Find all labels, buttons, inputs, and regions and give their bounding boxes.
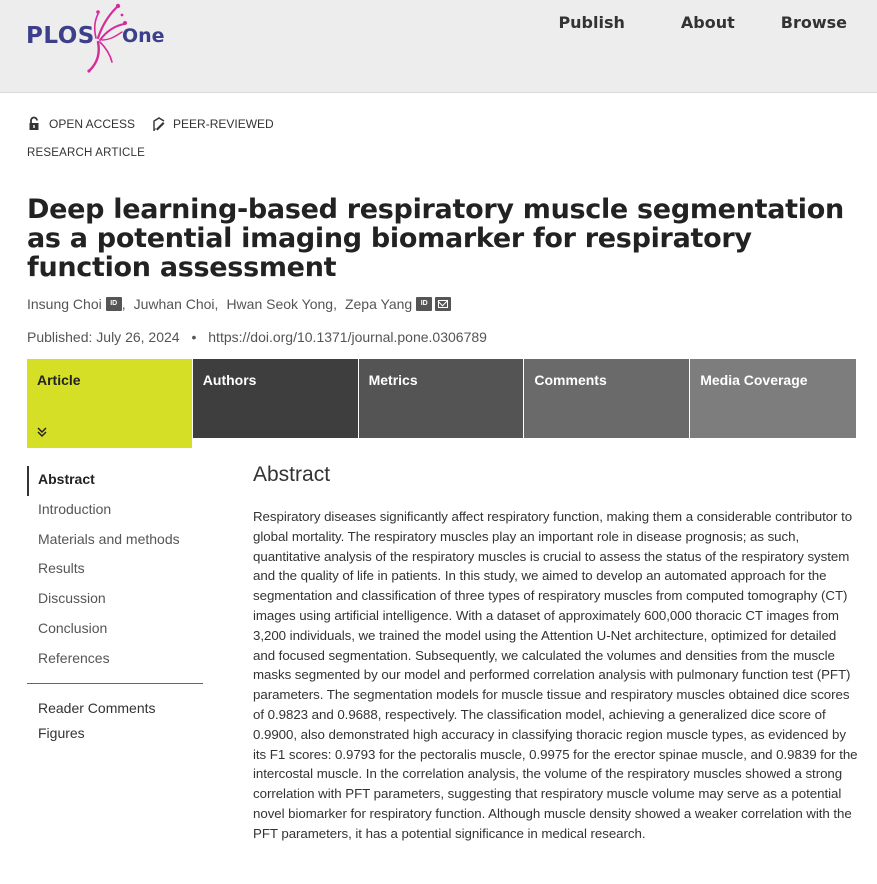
tab-article[interactable]: [27, 359, 192, 448]
main-nav: [558, 13, 847, 32]
sidebar-item-discussion[interactable]: Discussion: [38, 590, 106, 607]
tab-authors[interactable]: [193, 359, 358, 438]
published-date: July 26, 2024: [96, 329, 180, 345]
lock-open-icon: [27, 116, 43, 132]
pub-separator: •: [191, 329, 197, 345]
sidebar-item-results[interactable]: Results: [38, 560, 85, 577]
peer-reviewed-icon: [151, 116, 167, 132]
doi-link[interactable]: https://doi.org/10.1371/journal.pone.0306789: [208, 329, 487, 345]
open-access-label: OPEN ACCESS: [49, 117, 136, 131]
published-label: Published:: [27, 329, 93, 345]
tab-comments[interactable]: [524, 359, 689, 438]
abstract-heading: Abstract: [253, 463, 331, 486]
abstract-body: Respiratory diseases significantly affect respiratory function, making them a considerable contributor to global mortality. The respiratory muscles play an important role in disease prognosis; as such, quantitative analysis of the respiratory muscles is crucial to assess the status of the respiratory system and the quality of life in patients. In this study, we aimed to develop an automated approach for the segmentation and classification of three types of respiratory muscles from computed tomography (CT) images using artificial intelligence. With a dataset of approximately 600,000 thoracic CT images from 3,200 individuals, we trained the model using the Attention U-Net architecture, optimized for detailed and focused segmentation. Subsequently, we calculated the volumes and densities from the muscle masks segmented by our model and performed correlation analysis with pulmonary function test (PFT) parameters. The segmentation models for muscle tissue and respiratory muscles obtained dice scores of 0.9823 and 0.9688, respectively. The classification model, achieving a generalized dice score of 0.9900, also demonstrated high accuracy in classifying thoracic region muscle types, as evidenced by its F1 scores: 0.9793 for the pectoralis muscle, 0.9975 for the erector spinae muscle, and 0.9839 for the intercostal muscle. In the correlation analysis, the volume of the respiratory muscles showed a strong correlation with PFT parameters, suggesting that respiratory muscle volume may serve as a potential novel biomarker for respiratory function. Although muscle density showed a weaker correlation with the PFT parameters, it has a potential significance in medical research.: [253, 509, 858, 841]
sidebar-item-introduction[interactable]: Introduction: [38, 500, 112, 517]
author-item: [226, 296, 337, 312]
nav-about[interactable]: About: [680, 13, 735, 32]
mail-icon[interactable]: [435, 297, 451, 311]
sidebar-item-materials-and-methods[interactable]: Materials and methods: [38, 530, 180, 547]
article-title: Deep learning-based respiratory muscle segmentation as a potential imaging biomarker for respiratory function assessment: [27, 194, 844, 283]
tab-metrics[interactable]: [359, 359, 524, 438]
site-header: [0, 0, 877, 93]
article-type: RESEARCH ARTICLE: [27, 147, 146, 159]
sidebar-item-abstract[interactable]: Abstract: [27, 466, 203, 496]
orcid-icon[interactable]: ID: [106, 297, 122, 311]
nav-browse[interactable]: Browse: [780, 13, 847, 32]
author-item: [134, 296, 219, 312]
logo-plos-text: PLOS: [26, 23, 95, 49]
tab-media-coverage[interactable]: [690, 359, 856, 438]
sidebar-item-references[interactable]: References: [38, 649, 110, 666]
author-list: [27, 296, 459, 312]
sidebar-divider: [27, 683, 203, 684]
author-item: [27, 296, 126, 312]
abstract-section: [253, 463, 858, 844]
plos-one-logo[interactable]: [26, 6, 176, 68]
tab-label: Media Coverage: [700, 372, 808, 388]
author-name[interactable]: Insung Choi: [27, 296, 102, 312]
article-tabs: [27, 359, 856, 448]
open-access-badge[interactable]: [27, 116, 135, 132]
logo-one-text: One: [122, 25, 165, 47]
tab-label: Comments: [534, 372, 607, 388]
tab-label: Authors: [202, 372, 257, 388]
article-sidebar: [27, 466, 203, 746]
nav-publish[interactable]: Publish: [558, 13, 625, 32]
peer-reviewed-badge[interactable]: [151, 116, 274, 132]
author-name[interactable]: Hwan Seok Yong: [226, 296, 334, 312]
author-item: [345, 296, 451, 312]
sidebar-item-conclusion[interactable]: Conclusion: [38, 619, 108, 636]
author-separator: ,: [214, 296, 219, 312]
chevron-double-down-icon: [36, 426, 48, 438]
author-name[interactable]: Zepa Yang: [344, 296, 413, 312]
tab-label: Metrics: [368, 372, 418, 388]
article-badges: [27, 116, 290, 132]
sidebar-item-figures[interactable]: Figures: [38, 724, 85, 741]
tab-label: Article: [37, 372, 81, 388]
author-separator: ,: [333, 296, 337, 312]
orcid-icon[interactable]: ID: [416, 297, 432, 311]
peer-reviewed-label: PEER-REVIEWED: [173, 117, 274, 131]
publication-info: [27, 329, 487, 345]
sidebar-item-reader-comments[interactable]: Reader Comments: [38, 699, 156, 716]
author-name[interactable]: Juwhan Choi: [133, 296, 215, 312]
author-separator: ,: [121, 296, 126, 312]
